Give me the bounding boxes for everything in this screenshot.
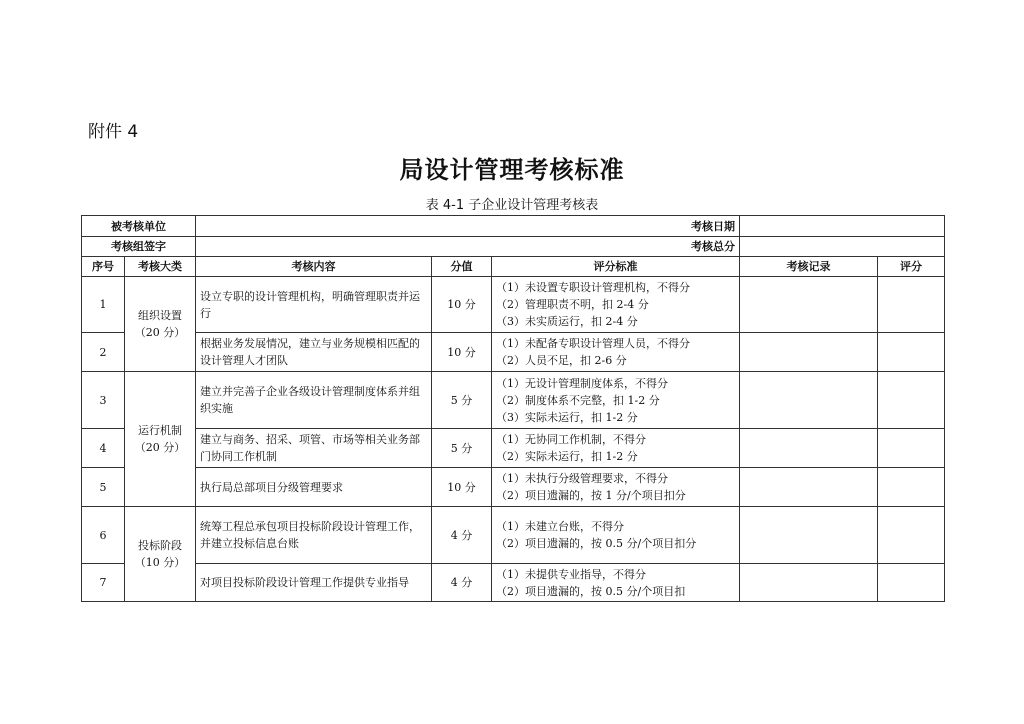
row-points: 10 分 [432, 333, 492, 372]
criteria-line: （2）人员不足，扣 2-6 分 [496, 354, 627, 367]
row-content: 执行局总部项目分级管理要求 [196, 468, 432, 507]
table-row [82, 333, 945, 372]
score-cell[interactable] [878, 277, 945, 333]
row-no: 3 [82, 372, 125, 429]
table-row [82, 564, 945, 602]
col-content: 考核内容 [196, 257, 432, 277]
row-content: 对项目投标阶段设计管理工作提供专业指导 [196, 564, 432, 602]
table-row [82, 429, 945, 468]
col-points: 分值 [432, 257, 492, 277]
row-content: 建立并完善子企业各级设计管理制度体系并组织实施 [196, 372, 432, 429]
row-content: 根据业务发展情况，建立与业务规模相匹配的设计管理人才团队 [196, 333, 432, 372]
col-score: 评分 [878, 257, 945, 277]
category-name: 组织设置 [138, 309, 182, 322]
category-name: 运行机制 [138, 424, 182, 437]
row-points: 10 分 [432, 277, 492, 333]
record-cell[interactable] [740, 507, 878, 564]
row-no: 2 [82, 333, 125, 372]
table-row [82, 507, 945, 564]
record-cell[interactable] [740, 372, 878, 429]
criteria-line: （3）未实质运行，扣 2-4 分 [496, 315, 638, 328]
score-cell[interactable] [878, 507, 945, 564]
col-category: 考核大类 [125, 257, 196, 277]
row-no: 7 [82, 564, 125, 602]
criteria-line: （1）未配备专职设计管理人员，不得分 [496, 337, 690, 350]
table-row [82, 372, 945, 429]
category-points: （20 分） [134, 326, 186, 339]
row-criteria [492, 429, 740, 468]
assessment-table [81, 215, 945, 602]
attachment-label: 附件 4 [88, 122, 139, 142]
col-record: 考核记录 [740, 257, 878, 277]
row-points: 5 分 [432, 429, 492, 468]
signature-label: 考核组签字 [82, 237, 196, 257]
category-points: （10 分） [134, 556, 186, 569]
row-points: 5 分 [432, 372, 492, 429]
row-no: 5 [82, 468, 125, 507]
score-cell[interactable] [878, 372, 945, 429]
total-value[interactable] [740, 237, 945, 257]
record-cell[interactable] [740, 429, 878, 468]
record-cell[interactable] [740, 468, 878, 507]
category-cell [125, 277, 196, 372]
signature-row [82, 237, 945, 257]
row-points: 10 分 [432, 468, 492, 507]
date-value[interactable] [740, 216, 945, 237]
record-cell[interactable] [740, 564, 878, 602]
criteria-line: （1）无协同工作机制，不得分 [496, 433, 646, 446]
category-points: （20 分） [134, 441, 186, 454]
row-no: 6 [82, 507, 125, 564]
col-criteria: 评分标准 [492, 257, 740, 277]
date-label: 考核日期 [196, 216, 740, 237]
col-no: 序号 [82, 257, 125, 277]
row-criteria [492, 468, 740, 507]
row-criteria [492, 564, 740, 602]
category-name: 投标阶段 [138, 539, 182, 552]
total-label: 考核总分 [196, 237, 740, 257]
row-points: 4 分 [432, 507, 492, 564]
criteria-line: （2）实际未运行，扣 1-2 分 [496, 450, 638, 463]
category-cell [125, 507, 196, 602]
record-cell[interactable] [740, 333, 878, 372]
table-row [82, 277, 945, 333]
row-no: 1 [82, 277, 125, 333]
row-content: 建立与商务、招采、项管、市场等相关业务部门协同工作机制 [196, 429, 432, 468]
row-content: 设立专职的设计管理机构，明确管理职责并运行 [196, 277, 432, 333]
criteria-line: （2）项目遗漏的，按 1 分/个项目扣分 [496, 489, 686, 502]
criteria-line: （1）未提供专业指导，不得分 [496, 567, 646, 581]
score-cell[interactable] [878, 564, 945, 602]
score-cell[interactable] [878, 468, 945, 507]
category-cell [125, 372, 196, 507]
document-title: 局设计管理考核标准 [399, 155, 625, 184]
row-criteria [492, 507, 740, 564]
score-cell[interactable] [878, 333, 945, 372]
criteria-line: （1）无设计管理制度体系，不得分 [496, 376, 668, 390]
row-criteria [492, 333, 740, 372]
table-caption: 表 4-1 子企业设计管理考核表 [425, 198, 599, 213]
criteria-line: （2）制度体系不完整，扣 1-2 分 [496, 393, 660, 407]
criteria-line: （3）实际未运行，扣 1-2 分 [496, 410, 638, 424]
row-content: 统筹工程总承包项目投标阶段设计管理工作，并建立投标信息台账 [196, 507, 432, 564]
score-cell[interactable] [878, 429, 945, 468]
row-points: 4 分 [432, 564, 492, 602]
criteria-line: （2）项目遗漏的，按 0.5 分/个项目扣分 [496, 537, 697, 550]
criteria-line: （1）未设置专职设计管理机构，不得分 [496, 281, 690, 294]
criteria-line: （2）管理职责不明，扣 2-4 分 [496, 298, 649, 311]
record-cell[interactable] [740, 277, 878, 333]
criteria-line: （1）未建立台账，不得分 [496, 520, 624, 533]
unit-row [82, 216, 945, 237]
row-criteria [492, 372, 740, 429]
row-criteria [492, 277, 740, 333]
unit-label: 被考核单位 [82, 216, 196, 237]
column-header-row [82, 257, 945, 277]
row-no: 4 [82, 429, 125, 468]
table-row [82, 468, 945, 507]
criteria-line: （2）项目遗漏的，按 0.5 分/个项目扣 [496, 584, 686, 598]
criteria-line: （1）未执行分级管理要求，不得分 [496, 472, 668, 485]
